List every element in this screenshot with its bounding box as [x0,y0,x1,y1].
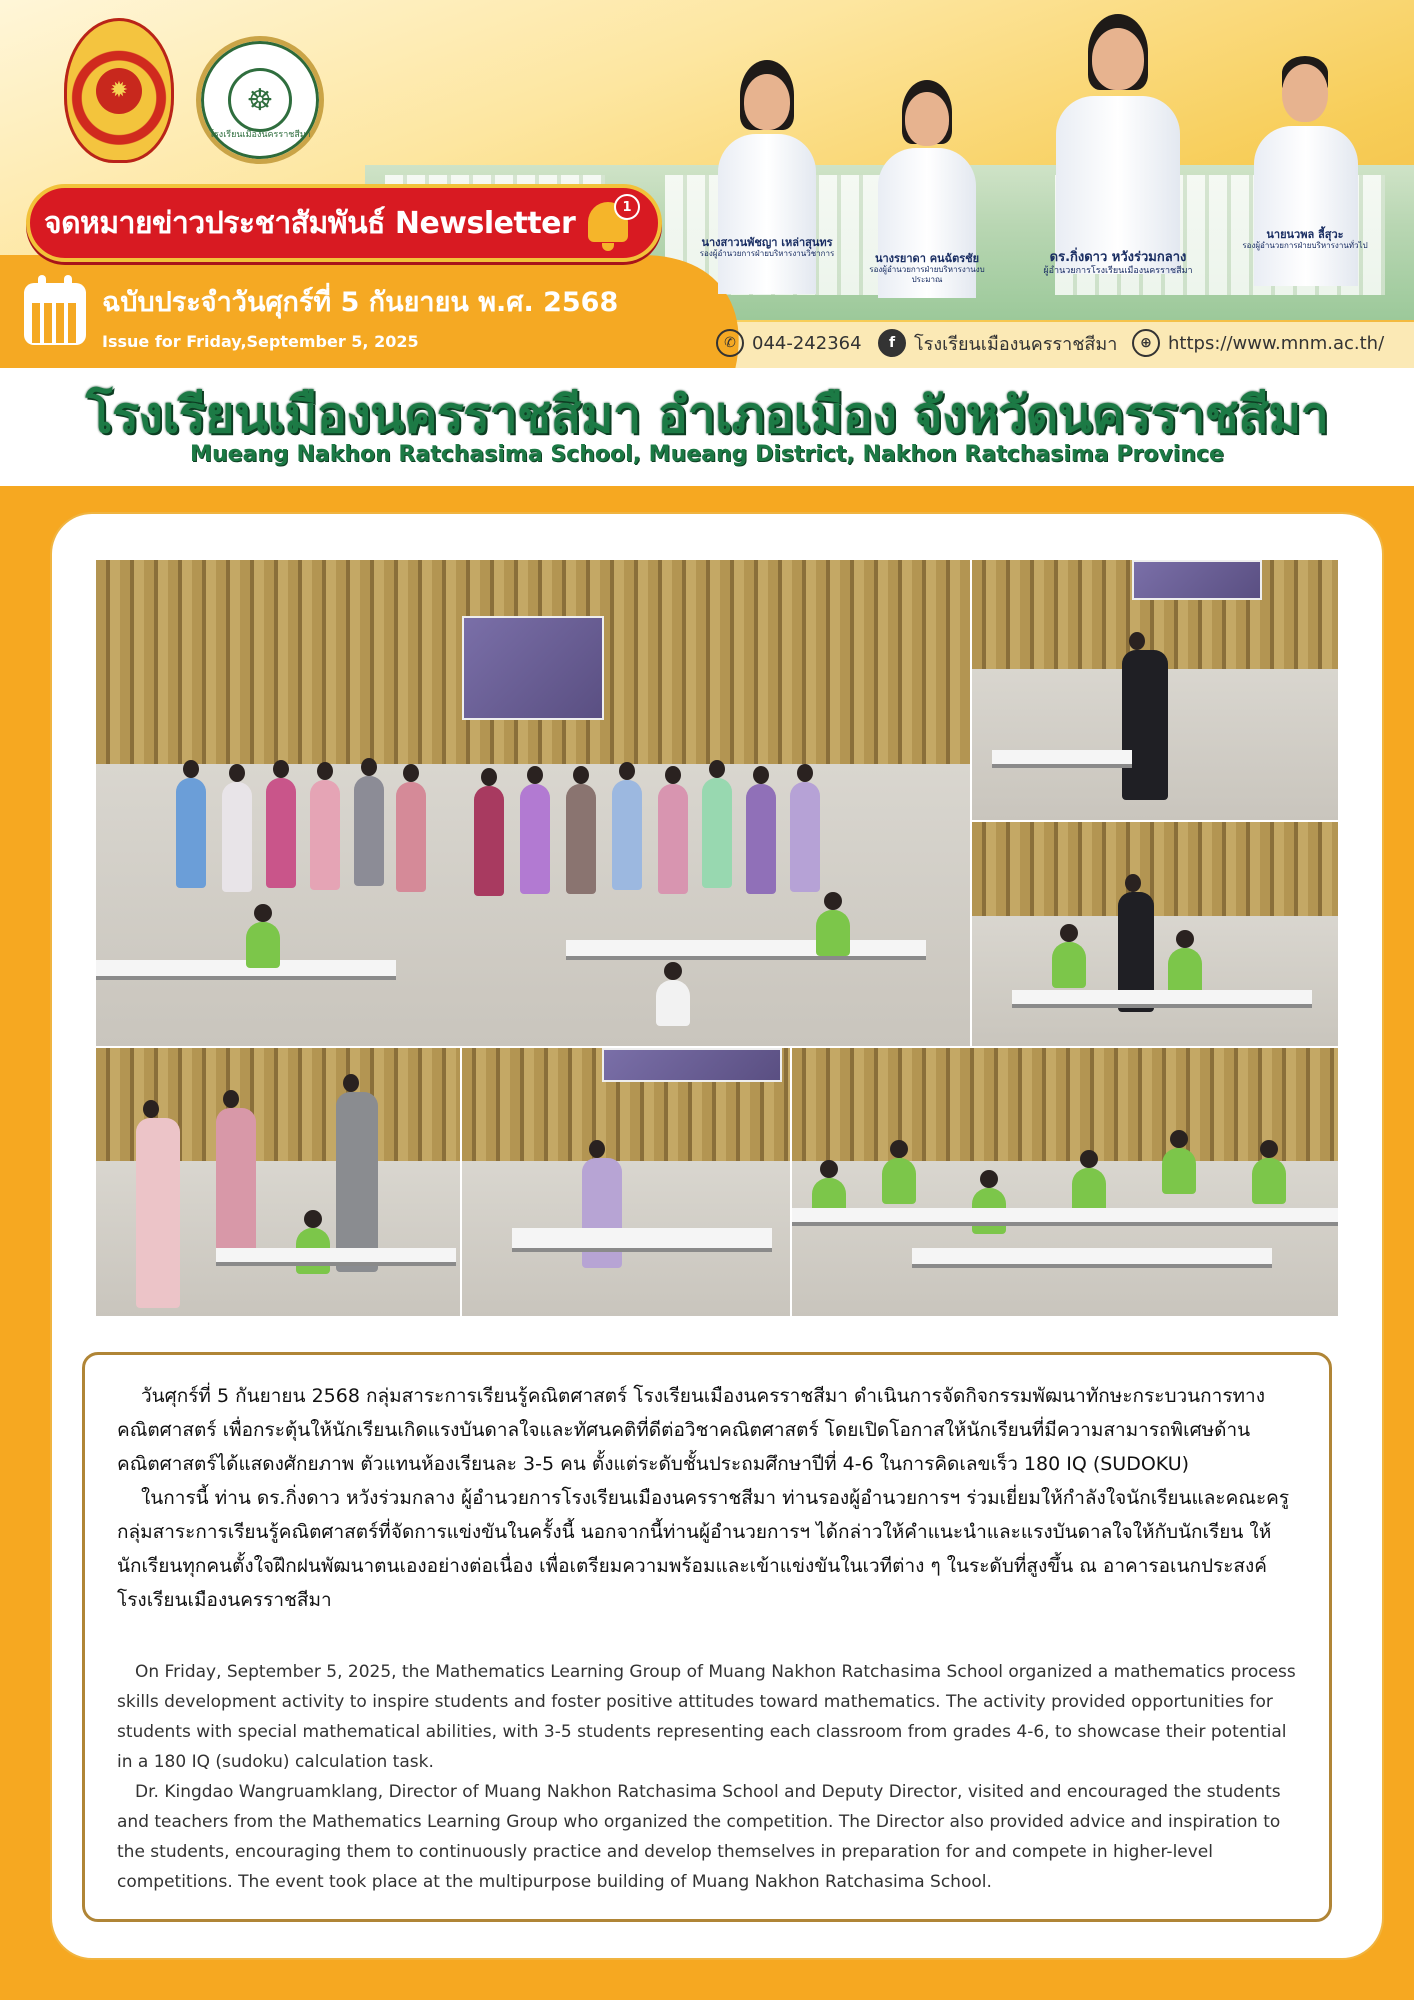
article-english [117,1657,1303,1897]
facebook-icon: f [878,329,906,357]
school-logo-text: โรงเรียนเมืองนครราชสีมา [209,130,311,140]
english-paragraph: Dr. Kingdao Wangruamklang, Director of Muang Nakhon Ratchasima School and Deputy Director, visited and encouraged the students and teachers from the Mathematics Learning Group who organized the competition. The Director also provided advice and inspiration to the students, encouraging them to continuously practice and develop themselves in preparation for and compete in higher-level competitions. The event took place at the multipurpose building of Muang Nakhon Ratchasima School. [117,1782,1281,1892]
person-name: นางสาวนพัชญา เหล่าสุนทร [701,236,833,249]
photo-teacher-at-desk [462,1048,790,1316]
phone-icon: ✆ [716,329,744,357]
person-name: ดร.กิ่งดาว หวังร่วมกลาง [1049,250,1187,265]
calendar-icon [24,283,86,345]
newsletter-banner [26,184,662,262]
photo-students-classroom [972,822,1338,1046]
globe-icon: ⊕ [1132,329,1160,357]
person-deputy-general [1242,56,1368,318]
notification-badge: 1 [614,194,640,220]
person-position: รองผู้อำนวยการฝ่ายบริหารงานวิชาการ [699,249,835,259]
english-paragraph: On Friday, September 5, 2025, the Mathematics Learning Group of Muang Nakhon Ratchasima School organized a mathematics process skills development activity to inspire students and foster positive attitudes toward mathematics. The activity provided opportunities for students with special mathematical abilities, with 3-5 students representing each classroom from grades 4-6, to showcase their potential in a 180 IQ (sudoku) calculation task. [117,1662,1296,1772]
school-title-thai: โรงเรียนเมืองนครราชสีมา อำเภอเมือง จังหวัดนครราชสีมา [85,386,1329,444]
contact-phone [716,328,862,358]
person-deputy-budget [869,80,985,318]
contact-website[interactable] [1132,328,1384,358]
royal-crest-icon: ✹ [64,18,174,163]
thai-paragraph: ในการนี้ ท่าน ดร.กิ่งดาว หวังร่วมกลาง ผู้อำนวยการโรงเรียนเมืองนครราชสีมา ท่านรองผู้อำนวยการฯ ร่วมเยี่ยมให้กำลังใจนักเรียนและคณะครูกลุ่มสาระการเรียนรู้คณิตศาสตร์ที่จัดการแข่งขันในครั้งนี้ นอกจากนี้ท่านผู้อำนวยการฯ ได้กล่าวให้คำแนะนำและแรงบันดาลใจให้กับนักเรียน ให้นักเรียนทุกคนตั้งใจฝึกฝนพัฒนาตนเองอย่างต่อเนื่อง เพื่อเตรียมความพร้อมและเข้าแข่งขันในเวทีต่าง ๆ ในระดับที่สูงขึ้น ณ อาคารอเนกประสงค์โรงเรียนเมืองนครราชสีมา [117,1487,1290,1611]
website-link[interactable]: https://www.mnm.ac.th/ [1168,332,1385,354]
person-director [1043,14,1193,320]
person-position: รองผู้อำนวยการฝ่ายบริหารงานทั่วไป [1242,241,1368,251]
person-position: ผู้อำนวยการโรงเรียนเมืองนครราชสีมา [1043,265,1193,276]
school-emblem-icon: ☸ โรงเรียนเมืองนครราชสีมา [196,36,324,164]
banner-title: จดหมายข่าวประชาสัมพันธ์ Newsletter [44,205,576,241]
photo-teachers-group [96,560,970,1046]
facebook-page[interactable]: โรงเรียนเมืองนครราชสีมา [914,333,1118,355]
photo-students-competition [792,1048,1338,1316]
person-deputy-academic [699,60,835,318]
person-position: รองผู้อำนวยการฝ่ายบริหารงานงบประมาณ [869,265,985,284]
photo-teachers-visiting [96,1048,460,1316]
newsletter-header [0,0,1414,368]
bell-icon [578,192,640,254]
school-title-english: Mueang Nakhon Ratchasima School, Mueang District, Nakhon Ratchasima Province [190,442,1224,467]
article-thai [117,1379,1303,1617]
thai-paragraph: วันศุกร์ที่ 5 กันยายน 2568 กลุ่มสาระการเรียนรู้คณิตศาสตร์ โรงเรียนเมืองนครราชสีมา ดำเนินการจัดกิจกรรมพัฒนาทักษะกระบวนการทางคณิตศาสตร์ เพื่อกระตุ้นให้นักเรียนเกิดแรงบันดาลใจและทัศนคติที่ดีต่อวิชาคณิตศาสตร์ โดยเปิดโอกาสให้นักเรียนที่มีความสามารถพิเศษด้านคณิตศาสตร์ได้แสดงศักยภาพ ตัวแทนห้องเรียนละ 3-5 คน ตั้งแต่ระดับชั้นประถมศึกษาปีที่ 4-6 ในการคิดเลขเร็ว 180 IQ (SUDOKU) [117,1385,1266,1475]
phone-number: 044-242364 [752,332,862,354]
issue-date-english: Issue for Friday,September 5, 2025 [102,332,419,351]
contact-facebook[interactable] [878,328,1117,358]
article-box [82,1352,1332,1922]
photo-director-speaking [972,560,1338,820]
issue-date-thai: ฉบับประจำวันศุกร์ที่ 5 กันยายน พ.ศ. 2568 [102,287,619,318]
person-name: นายนวพล ลี้สุวะ [1266,228,1344,241]
person-name: นางรยาดา คนฉัตรชัย [874,252,980,265]
